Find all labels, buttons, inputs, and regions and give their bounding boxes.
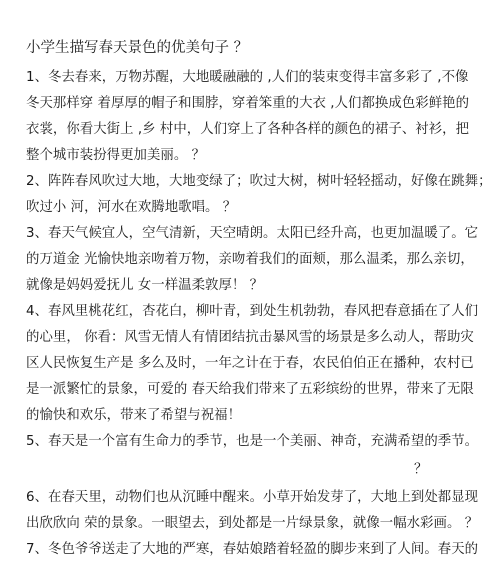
- paragraph-line: 7、冬色爷爷送走了大地的严寒，春姑娘踏着轻盈的脚步来到了人间。春天的: [26, 542, 479, 557]
- paragraph-line: 的万道金 光愉快地亲吻着万物，亲吻着我们的面颊，那么温柔，那么亲切，: [26, 252, 474, 267]
- paragraph-line: 的愉快和欢乐，带来了希望与祝福！: [26, 408, 242, 423]
- paragraph-line: 整个城市装扮得更加美丽。 ？: [26, 148, 206, 163]
- paragraph-line: 出欣欣向 荣的景象。一眼望去，到处都是一片绿景象，就像一幅水彩画。 ？: [26, 516, 479, 531]
- paragraph-line: 冬天那样穿 着厚厚的帽子和围脖，穿着笨重的大衣 ,人们都换成色彩鲜艳的: [26, 96, 470, 111]
- paragraph-line: 是一派繁忙的景象，可爱的 春天给我们带来了五彩缤纷的世界，带来了无限: [26, 382, 474, 397]
- paragraph-line: 就像是妈妈爱抚儿 女一样温柔敦厚！ ？: [26, 278, 264, 293]
- paragraph-line: 的心里， 你看：风雪无情人有情团结抗击暴风雪的场景是多么动人，帮助灾: [26, 330, 474, 345]
- paragraph-line: 衣裳，你看大街上 ,乡 村中，人们穿上了各种各样的颜色的裙子、衬衫，把: [26, 122, 470, 137]
- paragraph-line: 5、春天是一个富有生命力的季节，也是一个美丽、神奇，充满希望的季节。: [26, 434, 479, 449]
- paragraph-line: 3、春天气候宜人，空气清新，天空晴朗。太阳已经升高，也更加温暖了。它: [26, 226, 479, 241]
- document-title: 小学生描写春天景色的优美句子 ？: [26, 40, 249, 56]
- paragraph-line: 1、冬去春来，万物苏醒，大地暖融融的 ,人们的装束变得丰富多彩了 ,不像: [26, 70, 469, 85]
- paragraph-line: 6、在春天里，动物们也从沉睡中醒来。小草开始发芽了，大地上到处都显现: [26, 490, 479, 505]
- paragraph-line: 区人民恢复生产是 多么及时，一年之计在于春，农民伯伯正在播种，农村已: [26, 356, 474, 371]
- paragraph-line: ？: [414, 462, 428, 477]
- paragraph-line: 2、阵阵春风吹过大地，大地变绿了；吹过大树，树叶轻轻摇动，好像在跳舞；: [26, 174, 492, 189]
- paragraph-line: 吹过小 河，河水在欢腾地歌唱。 ？: [26, 200, 237, 215]
- paragraph-line: 4、春风里桃花红，杏花白，柳叶青，到处生机勃勃，春风把春意插在了人们: [26, 304, 479, 319]
